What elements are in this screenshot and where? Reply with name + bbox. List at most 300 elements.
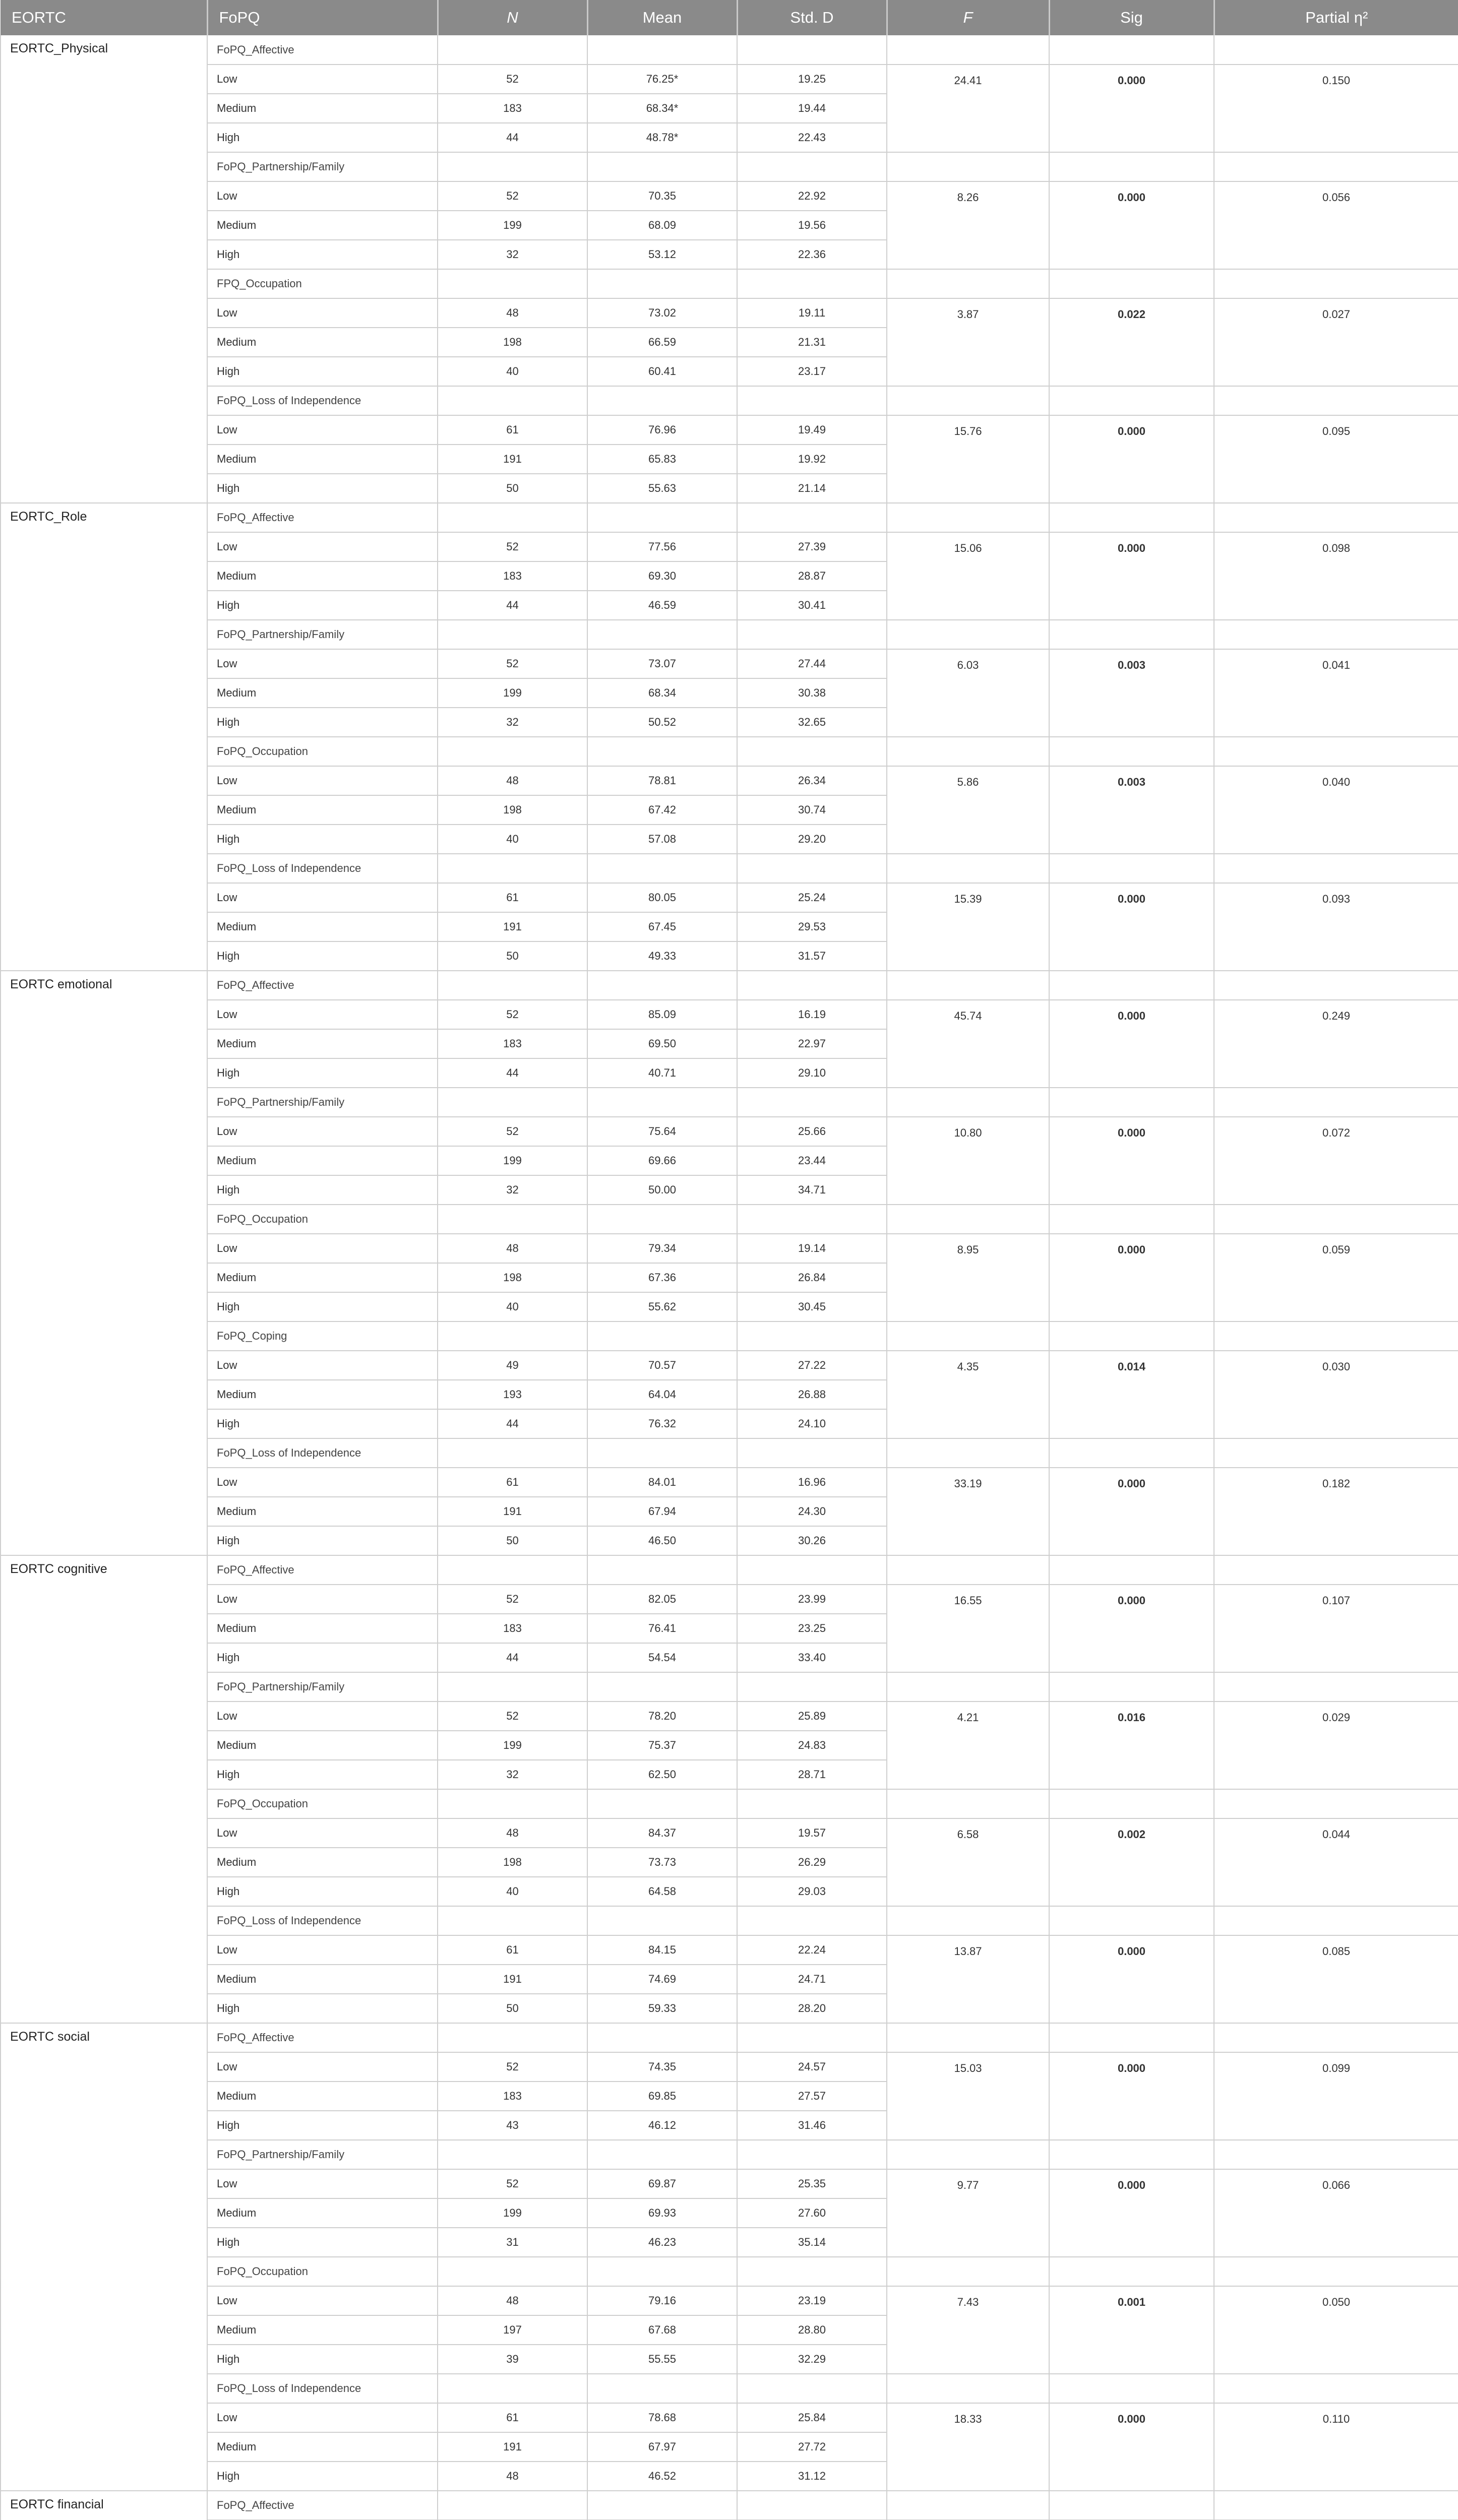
subheader-row bbox=[1, 1088, 1458, 1117]
fopq-subscale: FoPQ_Loss of Independence bbox=[207, 854, 438, 883]
sig-cell: 0.016 bbox=[1049, 1702, 1214, 1789]
empty-cell bbox=[1214, 35, 1458, 65]
f-cell: 33.19 bbox=[887, 1468, 1049, 1555]
std-cell: 27.72 bbox=[737, 2432, 887, 2462]
empty-cell bbox=[887, 2140, 1049, 2169]
std-cell: 25.35 bbox=[737, 2169, 887, 2198]
level-cell: Low bbox=[207, 649, 438, 678]
level-cell: Medium bbox=[207, 1497, 438, 1526]
level-cell: High bbox=[207, 825, 438, 854]
level-cell: High bbox=[207, 240, 438, 269]
table-row bbox=[1, 298, 1458, 328]
eta-cell: 0.110 bbox=[1214, 2403, 1458, 2491]
empty-cell bbox=[1214, 1205, 1458, 1234]
std-cell: 28.20 bbox=[737, 1994, 887, 2023]
header-n: N bbox=[438, 0, 587, 35]
std-cell: 25.84 bbox=[737, 2403, 887, 2432]
n-cell: 52 bbox=[438, 181, 587, 211]
level-cell: High bbox=[207, 2345, 438, 2374]
level-cell: Low bbox=[207, 1117, 438, 1146]
empty-cell bbox=[887, 1205, 1049, 1234]
n-cell: 32 bbox=[438, 1760, 587, 1789]
eta-cell: 0.030 bbox=[1214, 1351, 1458, 1438]
mean-cell: 85.09 bbox=[587, 1000, 737, 1029]
std-cell: 19.14 bbox=[737, 1234, 887, 1263]
n-cell: 52 bbox=[438, 1585, 587, 1614]
empty-cell bbox=[737, 1321, 887, 1351]
f-cell: 45.74 bbox=[887, 1000, 1049, 1088]
empty-cell bbox=[887, 2257, 1049, 2286]
header-eta: Partial η² bbox=[1214, 0, 1458, 35]
empty-cell bbox=[737, 2257, 887, 2286]
empty-cell bbox=[1049, 1672, 1214, 1702]
empty-cell bbox=[587, 620, 737, 649]
mean-cell: 84.37 bbox=[587, 1818, 737, 1848]
n-cell: 61 bbox=[438, 415, 587, 445]
level-cell: Medium bbox=[207, 328, 438, 357]
std-cell: 19.92 bbox=[737, 445, 887, 474]
mean-cell: 75.64 bbox=[587, 1117, 737, 1146]
fopq-subscale: FoPQ_Partnership/Family bbox=[207, 1088, 438, 1117]
empty-cell bbox=[438, 269, 587, 298]
empty-cell bbox=[887, 1789, 1049, 1818]
f-cell: 18.33 bbox=[887, 2403, 1049, 2491]
empty-cell bbox=[887, 854, 1049, 883]
n-cell: 191 bbox=[438, 1965, 587, 1994]
mean-cell: 46.59 bbox=[587, 591, 737, 620]
table-row bbox=[1, 1351, 1458, 1380]
empty-cell bbox=[587, 35, 737, 65]
std-cell: 19.44 bbox=[737, 94, 887, 123]
empty-cell bbox=[1049, 1321, 1214, 1351]
level-cell: Medium bbox=[207, 211, 438, 240]
sig-cell: 0.014 bbox=[1049, 1351, 1214, 1438]
f-cell: 15.03 bbox=[887, 2052, 1049, 2140]
eta-cell: 0.095 bbox=[1214, 415, 1458, 503]
f-cell: 15.06 bbox=[887, 532, 1049, 620]
std-cell: 31.12 bbox=[737, 2462, 887, 2491]
mean-cell: 62.50 bbox=[587, 1760, 737, 1789]
n-cell: 50 bbox=[438, 1994, 587, 2023]
empty-cell bbox=[737, 503, 887, 532]
n-cell: 199 bbox=[438, 678, 587, 708]
sig-cell: 0.000 bbox=[1049, 532, 1214, 620]
level-cell: Medium bbox=[207, 1380, 438, 1409]
empty-cell bbox=[1214, 152, 1458, 181]
subheader-row bbox=[1, 2257, 1458, 2286]
sig-cell: 0.002 bbox=[1049, 1818, 1214, 1906]
n-cell: 61 bbox=[438, 2403, 587, 2432]
eta-cell: 0.029 bbox=[1214, 1702, 1458, 1789]
std-cell: 29.10 bbox=[737, 1058, 887, 1088]
eta-cell: 0.085 bbox=[1214, 1935, 1458, 2023]
empty-cell bbox=[1049, 1906, 1214, 1935]
subheader-row bbox=[1, 620, 1458, 649]
empty-cell bbox=[887, 503, 1049, 532]
std-cell: 26.88 bbox=[737, 1380, 887, 1409]
eortc-label: EORTC financial bbox=[1, 2491, 207, 2520]
n-cell: 52 bbox=[438, 1117, 587, 1146]
n-cell: 61 bbox=[438, 1468, 587, 1497]
n-cell: 198 bbox=[438, 328, 587, 357]
n-cell: 48 bbox=[438, 1818, 587, 1848]
f-cell: 8.95 bbox=[887, 1234, 1049, 1321]
empty-cell bbox=[438, 152, 587, 181]
empty-cell bbox=[1214, 1906, 1458, 1935]
level-cell: Medium bbox=[207, 1263, 438, 1292]
std-cell: 23.19 bbox=[737, 2286, 887, 2315]
std-cell: 28.87 bbox=[737, 561, 887, 591]
fopq-subscale: FoPQ_Occupation bbox=[207, 737, 438, 766]
table-row bbox=[1, 766, 1458, 795]
fopq-subscale: FoPQ_Coping bbox=[207, 1321, 438, 1351]
mean-cell: 40.71 bbox=[587, 1058, 737, 1088]
mean-cell: 69.93 bbox=[587, 2198, 737, 2228]
level-cell: High bbox=[207, 1760, 438, 1789]
empty-cell bbox=[587, 854, 737, 883]
mean-cell: 48.78* bbox=[587, 123, 737, 152]
empty-cell bbox=[587, 1789, 737, 1818]
eta-cell: 0.027 bbox=[1214, 298, 1458, 386]
empty-cell bbox=[737, 1906, 887, 1935]
mean-cell: 75.37 bbox=[587, 1731, 737, 1760]
std-cell: 19.56 bbox=[737, 211, 887, 240]
n-cell: 44 bbox=[438, 123, 587, 152]
sig-cell: 0.000 bbox=[1049, 415, 1214, 503]
mean-cell: 67.97 bbox=[587, 2432, 737, 2462]
level-cell: High bbox=[207, 1643, 438, 1672]
std-cell: 19.57 bbox=[737, 1818, 887, 1848]
mean-cell: 65.83 bbox=[587, 445, 737, 474]
table-row bbox=[1, 181, 1458, 211]
n-cell: 52 bbox=[438, 65, 587, 94]
empty-cell bbox=[1049, 2257, 1214, 2286]
sig-cell: 0.000 bbox=[1049, 2403, 1214, 2491]
sig-cell: 0.000 bbox=[1049, 883, 1214, 971]
n-cell: 183 bbox=[438, 94, 587, 123]
mean-cell: 82.05 bbox=[587, 1585, 737, 1614]
std-cell: 22.24 bbox=[737, 1935, 887, 1965]
table-row bbox=[1, 532, 1458, 561]
empty-cell bbox=[1214, 2140, 1458, 2169]
empty-cell bbox=[587, 2491, 737, 2520]
fopq-subscale: FoPQ_Partnership/Family bbox=[207, 1672, 438, 1702]
header-eortc: EORTC bbox=[1, 0, 207, 35]
mean-cell: 78.20 bbox=[587, 1702, 737, 1731]
mean-cell: 74.69 bbox=[587, 1965, 737, 1994]
level-cell: Low bbox=[207, 1000, 438, 1029]
n-cell: 32 bbox=[438, 240, 587, 269]
std-cell: 25.24 bbox=[737, 883, 887, 912]
f-cell: 15.39 bbox=[887, 883, 1049, 971]
eortc-label: EORTC cognitive bbox=[1, 1555, 207, 2023]
subheader-row bbox=[1, 1438, 1458, 1468]
n-cell: 40 bbox=[438, 357, 587, 386]
std-cell: 27.22 bbox=[737, 1351, 887, 1380]
fopq-subscale: FoPQ_Occupation bbox=[207, 1789, 438, 1818]
n-cell: 52 bbox=[438, 1000, 587, 1029]
subheader-row bbox=[1, 2374, 1458, 2403]
mean-cell: 79.34 bbox=[587, 1234, 737, 1263]
table-row bbox=[1, 65, 1458, 94]
mean-cell: 67.94 bbox=[587, 1497, 737, 1526]
n-cell: 52 bbox=[438, 2169, 587, 2198]
n-cell: 183 bbox=[438, 561, 587, 591]
empty-cell bbox=[1049, 854, 1214, 883]
f-cell: 7.43 bbox=[887, 2286, 1049, 2374]
mean-cell: 60.41 bbox=[587, 357, 737, 386]
n-cell: 32 bbox=[438, 1175, 587, 1205]
n-cell: 49 bbox=[438, 1351, 587, 1380]
empty-cell bbox=[1214, 2023, 1458, 2052]
table-row bbox=[1, 649, 1458, 678]
std-cell: 25.89 bbox=[737, 1702, 887, 1731]
std-cell: 30.74 bbox=[737, 795, 887, 825]
table-row bbox=[1, 1234, 1458, 1263]
level-cell: High bbox=[207, 591, 438, 620]
std-cell: 23.44 bbox=[737, 1146, 887, 1175]
sig-cell: 0.000 bbox=[1049, 2169, 1214, 2257]
empty-cell bbox=[438, 1321, 587, 1351]
f-cell: 4.35 bbox=[887, 1351, 1049, 1438]
sig-cell: 0.000 bbox=[1049, 65, 1214, 152]
f-cell: 9.77 bbox=[887, 2169, 1049, 2257]
empty-cell bbox=[438, 1088, 587, 1117]
empty-cell bbox=[737, 1672, 887, 1702]
mean-cell: 68.34 bbox=[587, 678, 737, 708]
header-sig: Sig bbox=[1049, 0, 1214, 35]
sig-cell: 0.000 bbox=[1049, 181, 1214, 269]
n-cell: 52 bbox=[438, 532, 587, 561]
level-cell: High bbox=[207, 2111, 438, 2140]
table-row bbox=[1, 1468, 1458, 1497]
empty-cell bbox=[887, 386, 1049, 415]
empty-cell bbox=[587, 269, 737, 298]
empty-cell bbox=[887, 1555, 1049, 1585]
mean-cell: 53.12 bbox=[587, 240, 737, 269]
empty-cell bbox=[737, 1438, 887, 1468]
mean-cell: 69.30 bbox=[587, 561, 737, 591]
n-cell: 52 bbox=[438, 649, 587, 678]
mean-cell: 49.33 bbox=[587, 941, 737, 971]
empty-cell bbox=[1049, 1205, 1214, 1234]
eta-cell: 0.099 bbox=[1214, 2052, 1458, 2140]
fopq-subscale: FoPQ_Affective bbox=[207, 1555, 438, 1585]
sig-cell: 0.003 bbox=[1049, 649, 1214, 737]
n-cell: 48 bbox=[438, 2286, 587, 2315]
level-cell: Medium bbox=[207, 2432, 438, 2462]
std-cell: 24.10 bbox=[737, 1409, 887, 1438]
subheader-row bbox=[1, 1321, 1458, 1351]
mean-cell: 55.55 bbox=[587, 2345, 737, 2374]
empty-cell bbox=[887, 1438, 1049, 1468]
std-cell: 34.71 bbox=[737, 1175, 887, 1205]
header-fopq: FoPQ bbox=[207, 0, 438, 35]
empty-cell bbox=[1214, 2491, 1458, 2520]
n-cell: 43 bbox=[438, 2111, 587, 2140]
mean-cell: 74.35 bbox=[587, 2052, 737, 2082]
empty-cell bbox=[1214, 854, 1458, 883]
eortc-label: EORTC_Role bbox=[1, 503, 207, 971]
n-cell: 50 bbox=[438, 1526, 587, 1555]
mean-cell: 84.01 bbox=[587, 1468, 737, 1497]
empty-cell bbox=[737, 1088, 887, 1117]
n-cell: 31 bbox=[438, 2228, 587, 2257]
eta-cell: 0.056 bbox=[1214, 181, 1458, 269]
mean-cell: 64.04 bbox=[587, 1380, 737, 1409]
empty-cell bbox=[1214, 269, 1458, 298]
mean-cell: 55.62 bbox=[587, 1292, 737, 1321]
level-cell: Low bbox=[207, 532, 438, 561]
mean-cell: 73.02 bbox=[587, 298, 737, 328]
std-cell: 27.44 bbox=[737, 649, 887, 678]
empty-cell bbox=[1049, 2023, 1214, 2052]
table-row bbox=[1, 415, 1458, 445]
level-cell: Medium bbox=[207, 94, 438, 123]
n-cell: 44 bbox=[438, 1409, 587, 1438]
f-cell: 6.58 bbox=[887, 1818, 1049, 1906]
n-cell: 44 bbox=[438, 591, 587, 620]
empty-cell bbox=[737, 2140, 887, 2169]
std-cell: 28.71 bbox=[737, 1760, 887, 1789]
level-cell: Medium bbox=[207, 2082, 438, 2111]
n-cell: 48 bbox=[438, 2462, 587, 2491]
empty-cell bbox=[887, 620, 1049, 649]
std-cell: 30.45 bbox=[737, 1292, 887, 1321]
sig-cell: 0.000 bbox=[1049, 1935, 1214, 2023]
empty-cell bbox=[1049, 386, 1214, 415]
level-cell: Medium bbox=[207, 2198, 438, 2228]
eta-cell: 0.182 bbox=[1214, 1468, 1458, 1555]
f-cell: 13.87 bbox=[887, 1935, 1049, 2023]
n-cell: 48 bbox=[438, 1234, 587, 1263]
fopq-subscale: FoPQ_Loss of Independence bbox=[207, 386, 438, 415]
subheader-row bbox=[1, 35, 1458, 65]
std-cell: 29.03 bbox=[737, 1877, 887, 1906]
empty-cell bbox=[887, 2023, 1049, 2052]
level-cell: Medium bbox=[207, 1029, 438, 1058]
table-row bbox=[1, 2286, 1458, 2315]
mean-cell: 79.16 bbox=[587, 2286, 737, 2315]
std-cell: 31.57 bbox=[737, 941, 887, 971]
eta-cell: 0.044 bbox=[1214, 1818, 1458, 1906]
mean-cell: 46.12 bbox=[587, 2111, 737, 2140]
empty-cell bbox=[737, 620, 887, 649]
mean-cell: 59.33 bbox=[587, 1994, 737, 2023]
mean-cell: 69.50 bbox=[587, 1029, 737, 1058]
std-cell: 26.84 bbox=[737, 1263, 887, 1292]
empty-cell bbox=[1049, 1789, 1214, 1818]
mean-cell: 67.45 bbox=[587, 912, 737, 941]
mean-cell: 78.68 bbox=[587, 2403, 737, 2432]
mean-cell: 69.66 bbox=[587, 1146, 737, 1175]
level-cell: Medium bbox=[207, 445, 438, 474]
eta-cell: 0.093 bbox=[1214, 883, 1458, 971]
mean-cell: 70.57 bbox=[587, 1351, 737, 1380]
level-cell: Medium bbox=[207, 2315, 438, 2345]
n-cell: 44 bbox=[438, 1058, 587, 1088]
level-cell: High bbox=[207, 1994, 438, 2023]
empty-cell bbox=[737, 2374, 887, 2403]
empty-cell bbox=[1049, 971, 1214, 1000]
mean-cell: 50.52 bbox=[587, 708, 737, 737]
empty-cell bbox=[887, 1088, 1049, 1117]
eta-cell: 0.041 bbox=[1214, 649, 1458, 737]
empty-cell bbox=[438, 2374, 587, 2403]
n-cell: 32 bbox=[438, 708, 587, 737]
level-cell: High bbox=[207, 1058, 438, 1088]
std-cell: 33.40 bbox=[737, 1643, 887, 1672]
n-cell: 50 bbox=[438, 474, 587, 503]
empty-cell bbox=[1049, 2491, 1214, 2520]
empty-cell bbox=[1214, 971, 1458, 1000]
empty-cell bbox=[587, 2257, 737, 2286]
f-cell: 5.86 bbox=[887, 766, 1049, 854]
header-mean: Mean bbox=[587, 0, 737, 35]
header-row bbox=[1, 0, 1458, 35]
empty-cell bbox=[737, 2491, 887, 2520]
n-cell: 50 bbox=[438, 941, 587, 971]
mean-cell: 67.36 bbox=[587, 1263, 737, 1292]
empty-cell bbox=[438, 2140, 587, 2169]
n-cell: 199 bbox=[438, 211, 587, 240]
mean-cell: 76.41 bbox=[587, 1614, 737, 1643]
empty-cell bbox=[438, 503, 587, 532]
empty-cell bbox=[587, 737, 737, 766]
std-cell: 19.25 bbox=[737, 65, 887, 94]
std-cell: 25.66 bbox=[737, 1117, 887, 1146]
level-cell: Low bbox=[207, 181, 438, 211]
empty-cell bbox=[438, 1555, 587, 1585]
empty-cell bbox=[587, 1088, 737, 1117]
empty-cell bbox=[438, 2023, 587, 2052]
mean-cell: 84.15 bbox=[587, 1935, 737, 1965]
empty-cell bbox=[587, 1321, 737, 1351]
mean-cell: 69.85 bbox=[587, 2082, 737, 2111]
subheader-row bbox=[1, 1205, 1458, 1234]
empty-cell bbox=[737, 152, 887, 181]
empty-cell bbox=[1049, 2374, 1214, 2403]
level-cell: Low bbox=[207, 2403, 438, 2432]
empty-cell bbox=[587, 2023, 737, 2052]
mean-cell: 66.59 bbox=[587, 328, 737, 357]
level-cell: High bbox=[207, 123, 438, 152]
empty-cell bbox=[1049, 620, 1214, 649]
empty-cell bbox=[1214, 1438, 1458, 1468]
empty-cell bbox=[737, 971, 887, 1000]
eta-cell: 0.107 bbox=[1214, 1585, 1458, 1672]
n-cell: 191 bbox=[438, 1497, 587, 1526]
empty-cell bbox=[737, 854, 887, 883]
fopq-subscale: FoPQ_Affective bbox=[207, 2023, 438, 2052]
std-cell: 23.17 bbox=[737, 357, 887, 386]
empty-cell bbox=[1049, 1088, 1214, 1117]
std-cell: 30.38 bbox=[737, 678, 887, 708]
empty-cell bbox=[1049, 35, 1214, 65]
subheader-row bbox=[1, 503, 1458, 532]
f-cell: 15.76 bbox=[887, 415, 1049, 503]
empty-cell bbox=[737, 2023, 887, 2052]
empty-cell bbox=[887, 2374, 1049, 2403]
std-cell: 22.97 bbox=[737, 1029, 887, 1058]
std-cell: 35.14 bbox=[737, 2228, 887, 2257]
std-cell: 21.14 bbox=[737, 474, 887, 503]
empty-cell bbox=[438, 386, 587, 415]
mean-cell: 76.96 bbox=[587, 415, 737, 445]
n-cell: 61 bbox=[438, 1935, 587, 1965]
mean-cell: 50.00 bbox=[587, 1175, 737, 1205]
std-cell: 16.19 bbox=[737, 1000, 887, 1029]
